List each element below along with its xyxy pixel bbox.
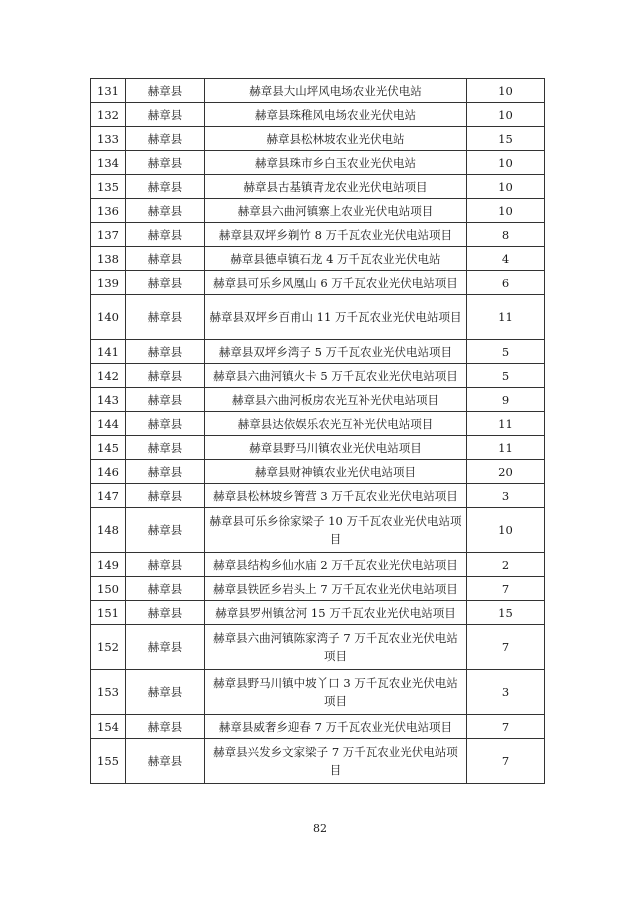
county-cell: 赫章县	[126, 412, 205, 436]
capacity-cell: 7	[467, 577, 545, 601]
row-number-cell: 138	[91, 247, 126, 271]
row-number-cell: 155	[91, 739, 126, 784]
county-cell: 赫章县	[126, 247, 205, 271]
project-name-cell: 赫章县结构乡仙水庙 2 万千瓦农业光伏电站项目	[205, 553, 467, 577]
table-row	[91, 739, 545, 784]
county-cell: 赫章县	[126, 103, 205, 127]
row-number-cell: 151	[91, 601, 126, 625]
project-name-cell: 赫章县双坪乡湾子 5 万千瓦农业光伏电站项目	[205, 340, 467, 364]
table-row	[91, 460, 545, 484]
project-name-cell: 赫章县六曲河镇火卡 5 万千瓦农业光伏电站项目	[205, 364, 467, 388]
table-row	[91, 436, 545, 460]
row-number-cell: 136	[91, 199, 126, 223]
county-cell: 赫章县	[126, 715, 205, 739]
capacity-cell: 11	[467, 412, 545, 436]
county-cell: 赫章县	[126, 271, 205, 295]
table-row	[91, 553, 545, 577]
capacity-cell: 11	[467, 295, 545, 340]
county-cell: 赫章县	[126, 295, 205, 340]
project-name-cell: 赫章县双坪乡剃竹 8 万千瓦农业光伏电站项目	[205, 223, 467, 247]
table-row	[91, 625, 545, 670]
capacity-cell: 10	[467, 508, 545, 553]
capacity-cell: 10	[467, 199, 545, 223]
project-name-cell: 赫章县松林坡农业光伏电站	[205, 127, 467, 151]
table-row	[91, 271, 545, 295]
county-cell: 赫章县	[126, 508, 205, 553]
capacity-cell: 6	[467, 271, 545, 295]
capacity-cell: 10	[467, 79, 545, 103]
project-name-cell: 赫章县达依娱乐农光互补光伏电站项目	[205, 412, 467, 436]
capacity-cell: 7	[467, 715, 545, 739]
county-cell: 赫章县	[126, 577, 205, 601]
project-table	[90, 78, 545, 784]
table-row	[91, 175, 545, 199]
project-name-cell: 赫章县罗州镇岔河 15 万千瓦农业光伏电站项目	[205, 601, 467, 625]
table-row	[91, 151, 545, 175]
county-cell: 赫章县	[126, 625, 205, 670]
table-row	[91, 364, 545, 388]
county-cell: 赫章县	[126, 175, 205, 199]
project-name-cell: 赫章县古基镇青龙农业光伏电站项目	[205, 175, 467, 199]
project-name-cell: 赫章县威奢乡迎春 7 万千瓦农业光伏电站项目	[205, 715, 467, 739]
project-name-cell: 赫章县珠市乡白玉农业光伏电站	[205, 151, 467, 175]
capacity-cell: 10	[467, 151, 545, 175]
table-row	[91, 199, 545, 223]
capacity-cell: 15	[467, 127, 545, 151]
project-name-cell: 赫章县松林坡乡箐营 3 万千瓦农业光伏电站项目	[205, 484, 467, 508]
county-cell: 赫章县	[126, 670, 205, 715]
project-name-cell: 赫章县野马川镇农业光伏电站项目	[205, 436, 467, 460]
county-cell: 赫章县	[126, 340, 205, 364]
row-number-cell: 135	[91, 175, 126, 199]
capacity-cell: 10	[467, 175, 545, 199]
capacity-cell: 2	[467, 553, 545, 577]
table-row	[91, 247, 545, 271]
row-number-cell: 132	[91, 103, 126, 127]
county-cell: 赫章县	[126, 127, 205, 151]
capacity-cell: 7	[467, 739, 545, 784]
project-table-body	[91, 79, 545, 784]
project-name-cell: 赫章县六曲河镇寨上农业光伏电站项目	[205, 199, 467, 223]
table-row	[91, 715, 545, 739]
row-number-cell: 148	[91, 508, 126, 553]
capacity-cell: 3	[467, 484, 545, 508]
project-name-cell: 赫章县双坪乡百甫山 11 万千瓦农业光伏电站项目	[205, 295, 467, 340]
table-row	[91, 508, 545, 553]
project-name-cell: 赫章县大山坪风电场农业光伏电站	[205, 79, 467, 103]
county-cell: 赫章县	[126, 151, 205, 175]
capacity-cell: 4	[467, 247, 545, 271]
row-number-cell: 149	[91, 553, 126, 577]
county-cell: 赫章县	[126, 553, 205, 577]
project-name-cell: 赫章县铁匠乡岩头上 7 万千瓦农业光伏电站项目	[205, 577, 467, 601]
project-name-cell: 赫章县可乐乡徐家梁子 10 万千瓦农业光伏电站项目	[205, 508, 467, 553]
row-number-cell: 154	[91, 715, 126, 739]
row-number-cell: 139	[91, 271, 126, 295]
capacity-cell: 11	[467, 436, 545, 460]
capacity-cell: 5	[467, 364, 545, 388]
table-row	[91, 601, 545, 625]
table-row	[91, 295, 545, 340]
table-row	[91, 670, 545, 715]
county-cell: 赫章县	[126, 199, 205, 223]
capacity-cell: 10	[467, 103, 545, 127]
capacity-cell: 7	[467, 625, 545, 670]
row-number-cell: 150	[91, 577, 126, 601]
project-name-cell: 赫章县六曲河板房农光互补光伏电站项目	[205, 388, 467, 412]
project-name-cell: 赫章县财神镇农业光伏电站项目	[205, 460, 467, 484]
project-name-cell: 赫章县野马川镇中坡丫口 3 万千瓦农业光伏电站项目	[205, 670, 467, 715]
county-cell: 赫章县	[126, 364, 205, 388]
project-name-cell: 赫章县六曲河镇陈家湾子 7 万千瓦农业光伏电站项目	[205, 625, 467, 670]
table-row	[91, 103, 545, 127]
table-row	[91, 484, 545, 508]
row-number-cell: 152	[91, 625, 126, 670]
county-cell: 赫章县	[126, 460, 205, 484]
table-row	[91, 577, 545, 601]
row-number-cell: 145	[91, 436, 126, 460]
county-cell: 赫章县	[126, 601, 205, 625]
county-cell: 赫章县	[126, 223, 205, 247]
capacity-cell: 20	[467, 460, 545, 484]
row-number-cell: 141	[91, 340, 126, 364]
row-number-cell: 137	[91, 223, 126, 247]
row-number-cell: 143	[91, 388, 126, 412]
capacity-cell: 3	[467, 670, 545, 715]
table-row	[91, 340, 545, 364]
county-cell: 赫章县	[126, 436, 205, 460]
row-number-cell: 147	[91, 484, 126, 508]
table-row	[91, 127, 545, 151]
row-number-cell: 144	[91, 412, 126, 436]
row-number-cell: 134	[91, 151, 126, 175]
county-cell: 赫章县	[126, 484, 205, 508]
row-number-cell: 146	[91, 460, 126, 484]
capacity-cell: 8	[467, 223, 545, 247]
project-name-cell: 赫章县兴发乡文家梁子 7 万千瓦农业光伏电站项目	[205, 739, 467, 784]
capacity-cell: 5	[467, 340, 545, 364]
table-row	[91, 412, 545, 436]
county-cell: 赫章县	[126, 79, 205, 103]
row-number-cell: 140	[91, 295, 126, 340]
county-cell: 赫章县	[126, 739, 205, 784]
row-number-cell: 153	[91, 670, 126, 715]
project-name-cell: 赫章县德卓镇石龙 4 万千瓦农业光伏电站	[205, 247, 467, 271]
row-number-cell: 142	[91, 364, 126, 388]
table-row	[91, 388, 545, 412]
capacity-cell: 15	[467, 601, 545, 625]
county-cell: 赫章县	[126, 388, 205, 412]
page-number: 82	[313, 822, 327, 835]
table-row	[91, 223, 545, 247]
row-number-cell: 131	[91, 79, 126, 103]
project-name-cell: 赫章县珠稚风电场农业光伏电站	[205, 103, 467, 127]
project-name-cell: 赫章县可乐乡风凰山 6 万千瓦农业光伏电站项目	[205, 271, 467, 295]
capacity-cell: 9	[467, 388, 545, 412]
table-row	[91, 79, 545, 103]
row-number-cell: 133	[91, 127, 126, 151]
